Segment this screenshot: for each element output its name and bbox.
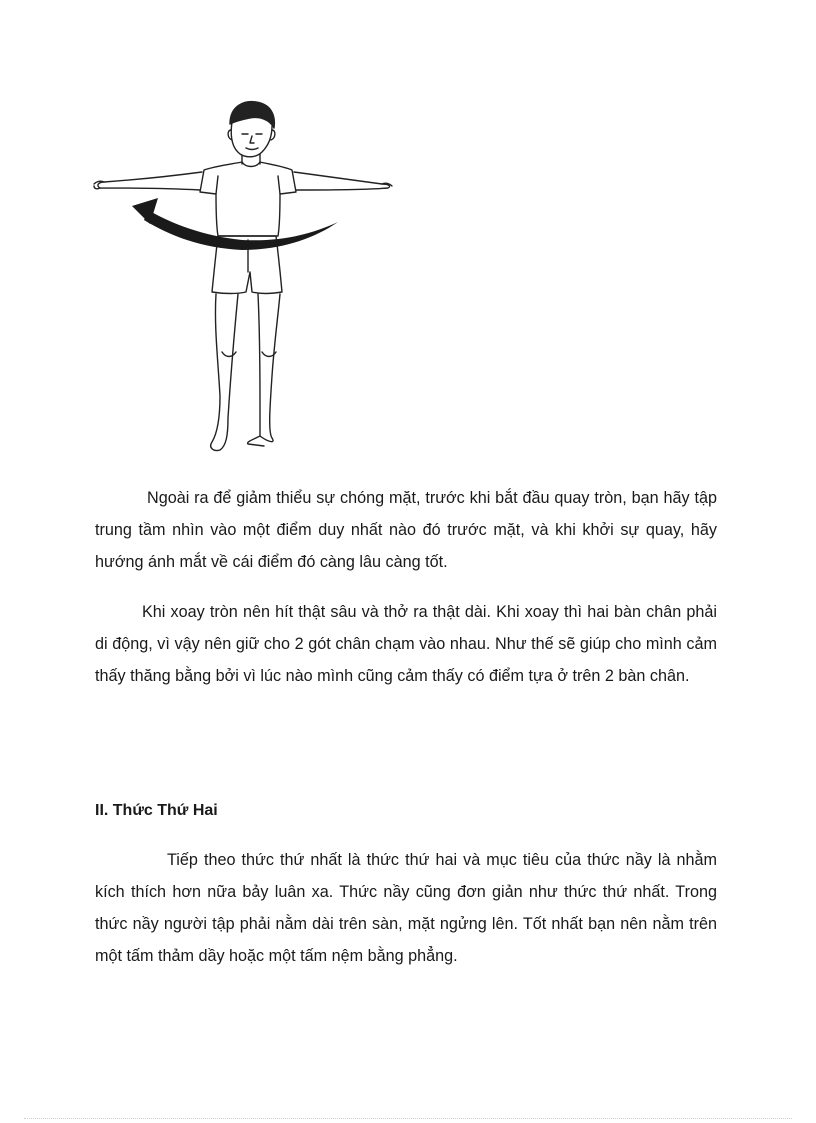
standing-man-icon <box>92 96 396 458</box>
paragraph-breathing: Khi xoay tròn nên hít thật sâu và thở ra thật dài. Khi xoay thì hai bàn chân phải di động, vì vậy nên giữ cho 2 gót chân chạm vào nhau. Như thế sẽ giúp cho mình cảm thấy thăng bằng bởi vì lúc nào mình cũng cảm thấy có điểm tựa ở trên 2 bàn chân. <box>95 603 717 685</box>
exercise-illustration <box>92 96 396 458</box>
paragraph-reduce-dizziness: Ngoài ra để giảm thiểu sự chóng mặt, trước khi bắt đầu quay tròn, bạn hãy tập trung tầm nhìn vào một điểm duy nhất nào đó trước mặt, và khi khởi sự quay, hãy hướng ánh mắt về cái điểm đó càng lâu càng tốt. <box>95 489 717 571</box>
page-footer-divider <box>24 1118 792 1119</box>
paragraph-second-exercise: Tiếp theo thức thứ nhất là thức thứ hai và mục tiêu của thức nầy là nhằm kích thích hơn nữa bảy luân xa. Thức nầy cũng đơn giản như thức thứ nhất. Trong thức nầy người tập phải nằm dài trên sàn, mặt ngửng lên. Tốt nhất bạn nên nằm trên một tấm thảm dầy hoặc một tấm nệm bằng phẳng. <box>95 851 717 965</box>
section-heading: II. Thức Thứ Hai <box>95 802 218 819</box>
